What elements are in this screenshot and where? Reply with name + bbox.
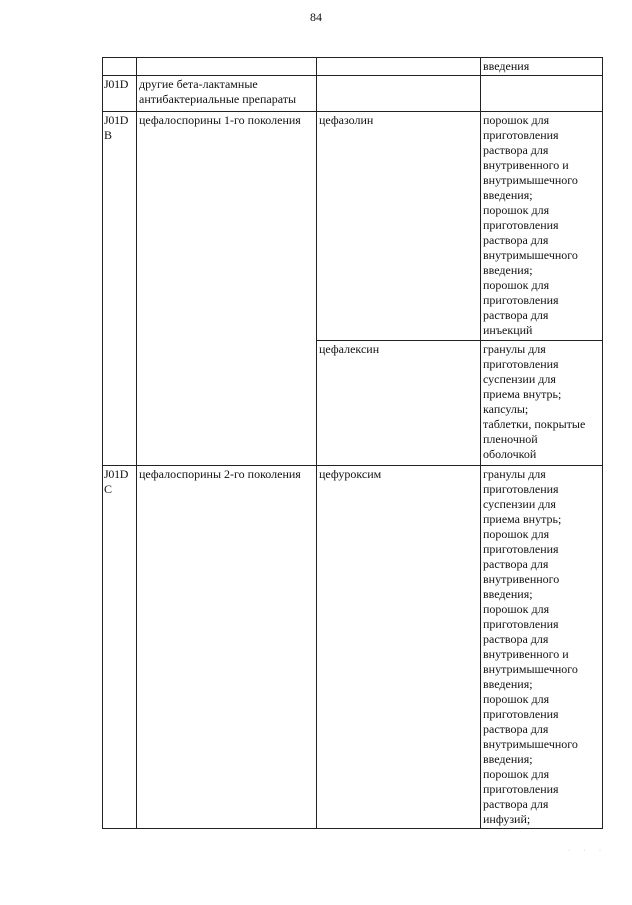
dosage-form-line: введения; (483, 263, 533, 277)
drug-cell (317, 76, 481, 112)
drug-cell (317, 58, 481, 76)
dosage-form-line: инфузий; (483, 812, 531, 826)
dosage-form-line: порошок для (483, 767, 550, 781)
dosage-form-line: приготовления (483, 782, 559, 796)
dosage-form-cell: введения (481, 58, 603, 76)
dosage-form-line: раствора для (483, 308, 549, 322)
dosage-form-line: приготовления (483, 617, 559, 631)
dosage-form-line: приготовления (483, 482, 559, 496)
dosage-form-line: приема внутрь; (483, 387, 562, 401)
table-row-j01db-cefazolin (103, 112, 603, 341)
dosage-form-line: порошок для (483, 278, 550, 292)
dosage-form-line: внутривенного и (483, 647, 569, 661)
dosage-form-line: внутримышечного (483, 248, 578, 262)
atc-code-cell (103, 58, 137, 76)
scan-artifact: · · · (568, 848, 607, 854)
drug-cell: цефуроксим (317, 466, 481, 829)
dosage-form-line: введения; (483, 752, 533, 766)
dosage-form-line: приема внутрь; (483, 512, 562, 526)
dosage-form-line: приготовления (483, 542, 559, 556)
drug-cell: цефазолин (317, 112, 481, 341)
dosage-form-line: порошок для (483, 602, 550, 616)
group-cell: цефалоспорины 1-го поколения (137, 112, 317, 466)
dosage-form-line: суспензии для (483, 497, 556, 511)
dosage-form-line: внутримышечного (483, 662, 578, 676)
dosage-form-line: приготовления (483, 357, 559, 371)
table-row-continuation (103, 58, 603, 76)
dosage-form-line: оболочкой (483, 447, 537, 461)
dosage-form-line: раствора для (483, 557, 549, 571)
dosage-form-line: порошок для (483, 113, 550, 127)
dosage-form-line: гранулы для (483, 342, 546, 356)
dosage-form-line: таблетки, покрытые (483, 417, 586, 431)
dosage-form-cell (481, 76, 603, 112)
atc-code-cell: J01D C (103, 466, 137, 829)
dosage-form-line: введения; (483, 188, 533, 202)
dosage-form-line: приготовления (483, 218, 559, 232)
drug-table (102, 57, 603, 829)
dosage-form-line: приготовления (483, 128, 559, 142)
dosage-form-cell (481, 341, 603, 466)
dosage-form-line: приготовления (483, 293, 559, 307)
dosage-form-line: раствора для (483, 143, 549, 157)
page-number: 84 (310, 10, 322, 24)
dosage-form-line: внутривенного и (483, 158, 569, 172)
dosage-form-line: введения; (483, 587, 533, 601)
dosage-form-line: раствора для (483, 233, 549, 247)
table-row-j01d (103, 76, 603, 112)
dosage-form-line: внутримышечного (483, 737, 578, 751)
dosage-form-line: пленочной (483, 432, 538, 446)
group-cell: цефалоспорины 2-го поколения (137, 466, 317, 829)
drug-table-container (102, 57, 602, 829)
atc-code-cell: J01D (103, 76, 137, 112)
dosage-form-line: суспензии для (483, 372, 556, 386)
dosage-form-line: внутривенного (483, 572, 560, 586)
atc-code-cell: J01D B (103, 112, 137, 466)
table-row-j01dc-cefuroxime (103, 466, 603, 829)
dosage-form-line: инъекций (483, 323, 533, 337)
drug-cell: цефалексин (317, 341, 481, 466)
dosage-form-line: гранулы для (483, 467, 546, 481)
dosage-form-line: введения; (483, 677, 533, 691)
dosage-form-line: порошок для (483, 692, 550, 706)
dosage-form-line: приготовления (483, 707, 559, 721)
dosage-form-line: порошок для (483, 527, 550, 541)
group-cell: другие бета-лактамные антибактериальные препараты (137, 76, 317, 112)
dosage-form-line: внутримышечного (483, 173, 578, 187)
group-cell (137, 58, 317, 76)
dosage-form-line: раствора для (483, 632, 549, 646)
dosage-form-line: порошок для (483, 203, 550, 217)
dosage-form-line: раствора для (483, 797, 549, 811)
dosage-form-cell (481, 112, 603, 341)
dosage-form-cell (481, 466, 603, 829)
dosage-form-line: капсулы; (483, 402, 529, 416)
dosage-form-line: раствора для (483, 722, 549, 736)
